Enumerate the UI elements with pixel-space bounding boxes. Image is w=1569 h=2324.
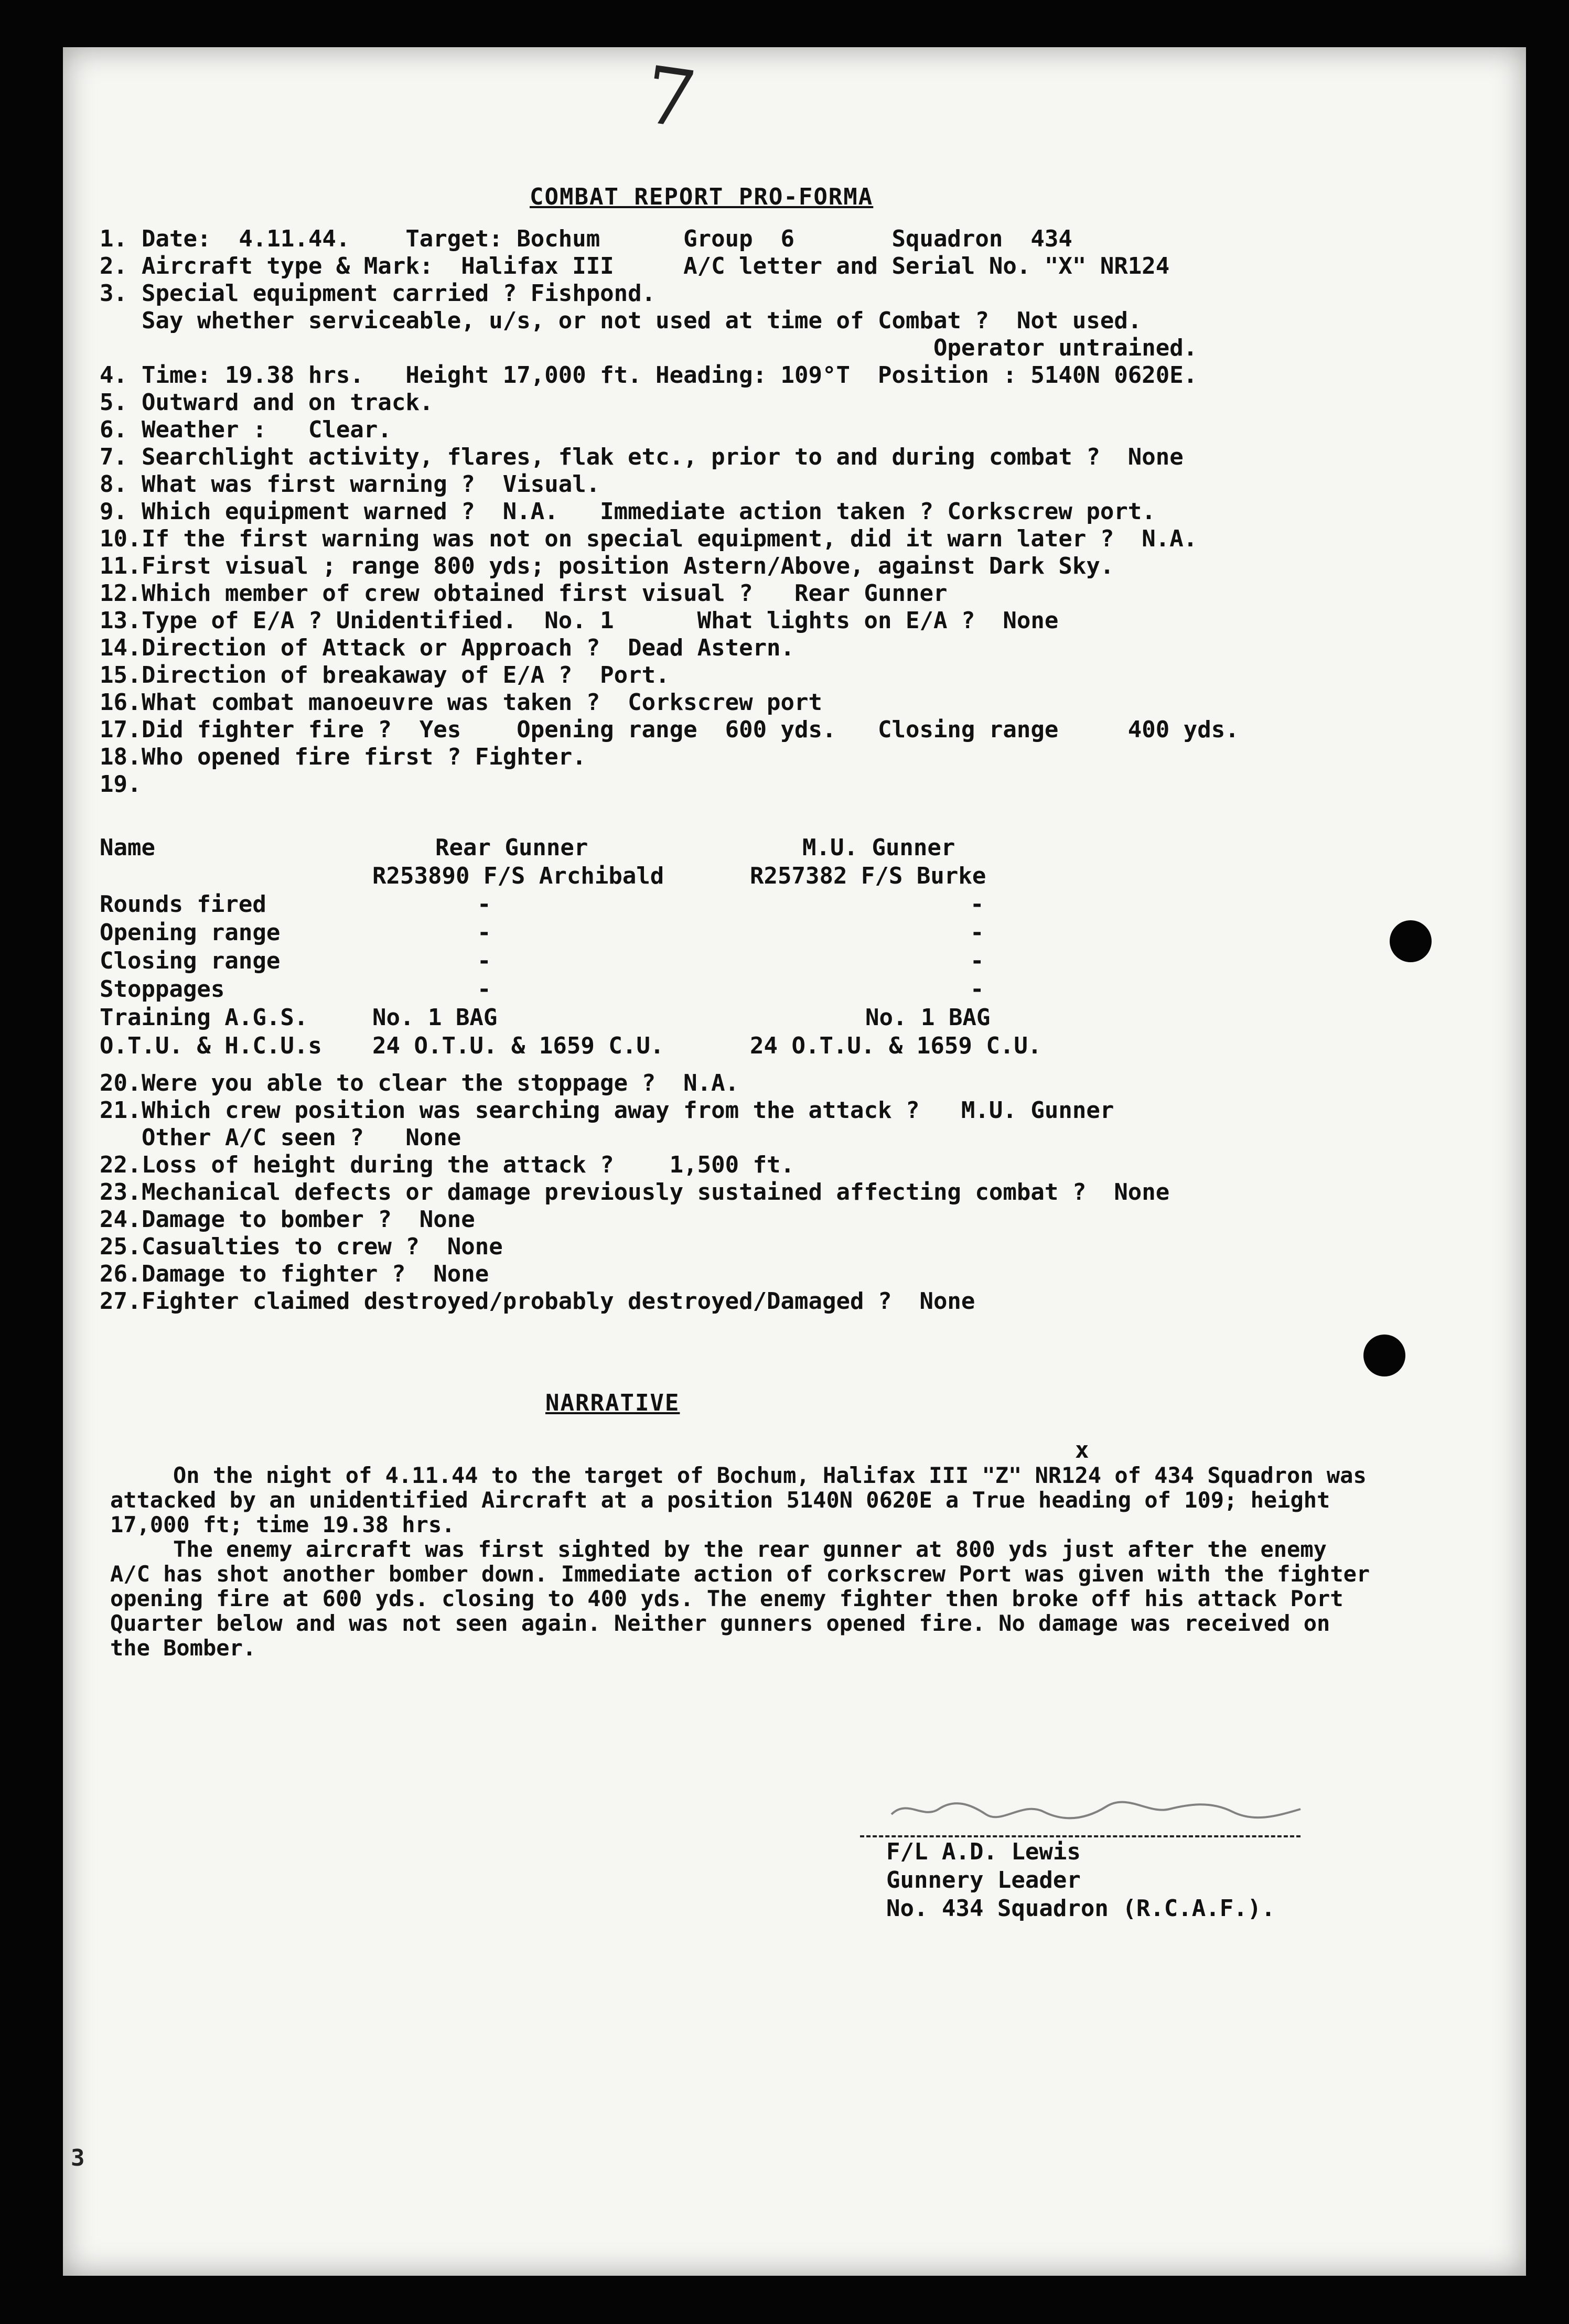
gunners-row — [100, 919, 1411, 947]
question-line — [100, 498, 1442, 525]
question-number: 25. — [100, 1233, 142, 1260]
question-line — [100, 225, 1442, 253]
question-number: 23. — [100, 1179, 142, 1206]
gunners-row-label: Closing range — [100, 948, 281, 974]
question-line — [100, 416, 1442, 444]
question-line — [100, 1070, 1442, 1097]
punch-hole-lower — [1363, 1335, 1405, 1376]
rear-gunner-value: - — [477, 891, 491, 918]
gunners-row-label: Opening range — [100, 919, 281, 946]
mu-gunner-value: - — [970, 948, 984, 974]
question-line — [100, 634, 1442, 662]
question-text: What was first warning ? Visual. — [142, 471, 600, 498]
question-number: 16. — [100, 689, 142, 716]
question-text: First visual ; range 800 yds; position Astern/Above, against Dark Sky. — [142, 553, 1114, 579]
gunners-row-label: Stoppages — [100, 976, 225, 1003]
question-line — [100, 1206, 1442, 1233]
gunners-row — [100, 1004, 1411, 1032]
questions-20-27 — [100, 1070, 1442, 1315]
narrative-paragraph-1: On the night of 4.11.44 to the target of Bochum, Halifax III "Z" NR124 of 434 Squadron was attacked by an unidentified Aircraft at a position 5140N 0620E a True heading of 109; height 17,000 ft; time 19.38 hrs. — [110, 1462, 1367, 1537]
question-text: Fighter claimed destroyed/probably destroyed/Damaged ? None — [142, 1288, 975, 1315]
rear-gunner-value: 24 O.T.U. & 1659 C.U. — [372, 1032, 664, 1059]
question-line — [100, 662, 1442, 689]
question-text: Which member of crew obtained first visual ? Rear Gunner — [142, 580, 948, 607]
rear-gunner-name: R253890 F/S Archibald — [372, 863, 664, 889]
question-text: Did fighter fire ? Yes Opening range 600 yds. Closing range 400 yds. — [142, 716, 1239, 743]
question-text: Searchlight activity, flares, flak etc., prior to and during combat ? None — [142, 444, 1184, 470]
gunners-header-mu: M.U. Gunner — [802, 834, 955, 861]
gunners-header-name: Name — [100, 834, 155, 861]
narrative-text — [110, 1463, 1379, 1660]
question-text: What combat manoeuvre was taken ? Corkscrew port — [142, 689, 823, 716]
edge-mark: 3 — [71, 2145, 85, 2171]
gunners-header-row — [100, 834, 1411, 862]
rear-gunner-value: - — [477, 919, 491, 946]
question-text: Weather : Clear. — [142, 416, 392, 443]
rear-gunner-value: - — [477, 948, 491, 974]
question-text: Were you able to clear the stoppage ? N.A. — [142, 1070, 739, 1096]
question-number: 15. — [100, 662, 142, 688]
question-number: 17. — [100, 716, 142, 743]
questions-1-19 — [100, 225, 1442, 798]
question-number: 10. — [100, 525, 142, 552]
question-text: If the first warning was not on special equipment, did it warn later ? N.A. — [142, 525, 1198, 552]
question-text: Say whether serviceable, u/s, or not used at time of Combat ? Not used. — [142, 307, 1142, 334]
question-number: 11. — [100, 553, 142, 579]
question-text: Damage to fighter ? None — [142, 1261, 489, 1287]
question-line — [100, 335, 1442, 362]
gunners-row — [100, 975, 1411, 1004]
question-line — [100, 444, 1442, 471]
question-text: Which crew position was searching away from the attack ? M.U. Gunner — [142, 1097, 1114, 1124]
question-text: Other A/C seen ? None — [142, 1124, 461, 1151]
signature-scrawl — [886, 1793, 1306, 1825]
question-number: 20. — [100, 1070, 142, 1096]
question-text: Damage to bomber ? None — [142, 1206, 475, 1233]
question-number: 8. — [100, 471, 127, 498]
question-number: 13. — [100, 607, 142, 634]
punch-hole-upper — [1390, 920, 1432, 962]
question-line — [100, 471, 1442, 498]
question-number: 14. — [100, 634, 142, 661]
gunners-row — [100, 1032, 1411, 1060]
signature-name: F/L A.D. Lewis — [886, 1838, 1081, 1865]
question-number: 22. — [100, 1152, 142, 1178]
handwritten-page-number: 7 — [639, 49, 702, 147]
question-text: Time: 19.38 hrs. Height 17,000 ft. Heading: 109°T Position : 5140N 0620E. — [142, 362, 1198, 389]
question-text: Direction of breakaway of E/A ? Port. — [142, 662, 670, 688]
question-text: Which equipment warned ? N.A. Immediate action taken ? Corkscrew port. — [142, 498, 1156, 525]
signature-unit: No. 434 Squadron (R.C.A.F.). — [886, 1895, 1275, 1922]
question-number: 4. — [100, 362, 127, 389]
narrative-title: NARRATIVE — [545, 1390, 680, 1416]
question-number: 2. — [100, 253, 127, 279]
question-line — [100, 580, 1442, 607]
question-line — [100, 253, 1442, 280]
question-line — [100, 607, 1442, 634]
gunners-names-label — [100, 862, 372, 890]
question-text: Mechanical defects or damage previously sustained affecting combat ? None — [142, 1179, 1170, 1206]
question-number: 18. — [100, 744, 142, 770]
gunners-table — [100, 834, 1411, 1060]
question-number: 5. — [100, 389, 127, 416]
gunners-row — [100, 947, 1411, 975]
mu-gunner-value: No. 1 BAG — [865, 1004, 991, 1031]
gunners-row — [100, 890, 1411, 919]
question-number: 19. — [100, 771, 142, 798]
question-line — [100, 1233, 1442, 1261]
question-number: 1. — [100, 225, 127, 252]
question-number: 26. — [100, 1261, 142, 1287]
question-number: 9. — [100, 498, 127, 525]
question-line — [100, 744, 1442, 771]
question-line — [100, 525, 1442, 553]
question-text: Casualties to crew ? None — [142, 1233, 503, 1260]
question-number: 3. — [100, 280, 127, 307]
signature-role: Gunnery Leader — [886, 1867, 1081, 1893]
question-line — [100, 689, 1442, 716]
rear-gunner-value: - — [477, 976, 491, 1003]
question-line — [100, 280, 1442, 307]
question-line — [100, 1179, 1442, 1206]
signature-block — [886, 1838, 1275, 1923]
question-number: 6. — [100, 416, 127, 443]
mu-gunner-value: 24 O.T.U. & 1659 C.U. — [750, 1032, 1042, 1059]
question-line — [100, 716, 1442, 744]
document-title: COMBAT REPORT PRO-FORMA — [530, 184, 874, 210]
mu-gunner-value: - — [970, 891, 984, 918]
question-text: Special equipment carried ? Fishpond. — [142, 280, 656, 307]
gunners-header-rear: Rear Gunner — [435, 834, 588, 861]
question-number: 24. — [100, 1206, 142, 1233]
question-text: Loss of height during the attack ? 1,500 ft. — [142, 1152, 795, 1178]
question-line — [100, 1097, 1442, 1124]
question-text: Who opened fire first ? Fighter. — [142, 744, 586, 770]
question-line — [100, 307, 1442, 335]
question-text: Date: 4.11.44. Target: Bochum Group 6 Squadron 434 — [142, 225, 1072, 252]
question-line — [100, 1288, 1442, 1315]
mu-gunner-name: R257382 F/S Burke — [750, 863, 986, 889]
gunners-row-label: Rounds fired — [100, 891, 266, 918]
gunners-row-label: Training A.G.S. — [100, 1004, 308, 1031]
question-line — [100, 1152, 1442, 1179]
mu-gunner-value: - — [970, 919, 984, 946]
narrative-x-mark: x — [1075, 1437, 1089, 1464]
gunners-names-row — [100, 862, 1411, 890]
narrative-paragraph-2: The enemy aircraft was first sighted by the rear gunner at 800 yds just after the enemy A/C has shot another bomber down. Immediate action of corkscrew Port was given with the fighter opening fire at 600 yds. closing to 400 yds. The enemy fighter then broke off his attack Port Quarter below and was not seen again. Neither gunners opened fire. No damage was received on the Bomber. — [110, 1536, 1370, 1661]
question-line — [100, 1124, 1442, 1152]
question-line — [100, 1261, 1442, 1288]
question-number: 21. — [100, 1097, 142, 1124]
mu-gunner-value: - — [970, 976, 984, 1003]
question-line — [100, 771, 1442, 798]
question-text: Type of E/A ? Unidentified. No. 1 What lights on E/A ? None — [142, 607, 1059, 634]
question-text: Operator untrained. — [142, 335, 1198, 361]
signature-line — [860, 1835, 1301, 1837]
question-text: Outward and on track. — [142, 389, 434, 416]
question-line — [100, 389, 1442, 416]
question-line — [100, 553, 1442, 580]
question-number: 7. — [100, 444, 127, 470]
gunners-row-label: O.T.U. & H.C.U.s — [100, 1032, 322, 1059]
question-number: 27. — [100, 1288, 142, 1315]
question-line — [100, 362, 1442, 389]
question-number: 12. — [100, 580, 142, 607]
rear-gunner-value: No. 1 BAG — [372, 1004, 498, 1031]
question-text: Direction of Attack or Approach ? Dead Astern. — [142, 634, 795, 661]
question-text: Aircraft type & Mark: Halifax III A/C letter and Serial No. "X" NR124 — [142, 253, 1170, 279]
